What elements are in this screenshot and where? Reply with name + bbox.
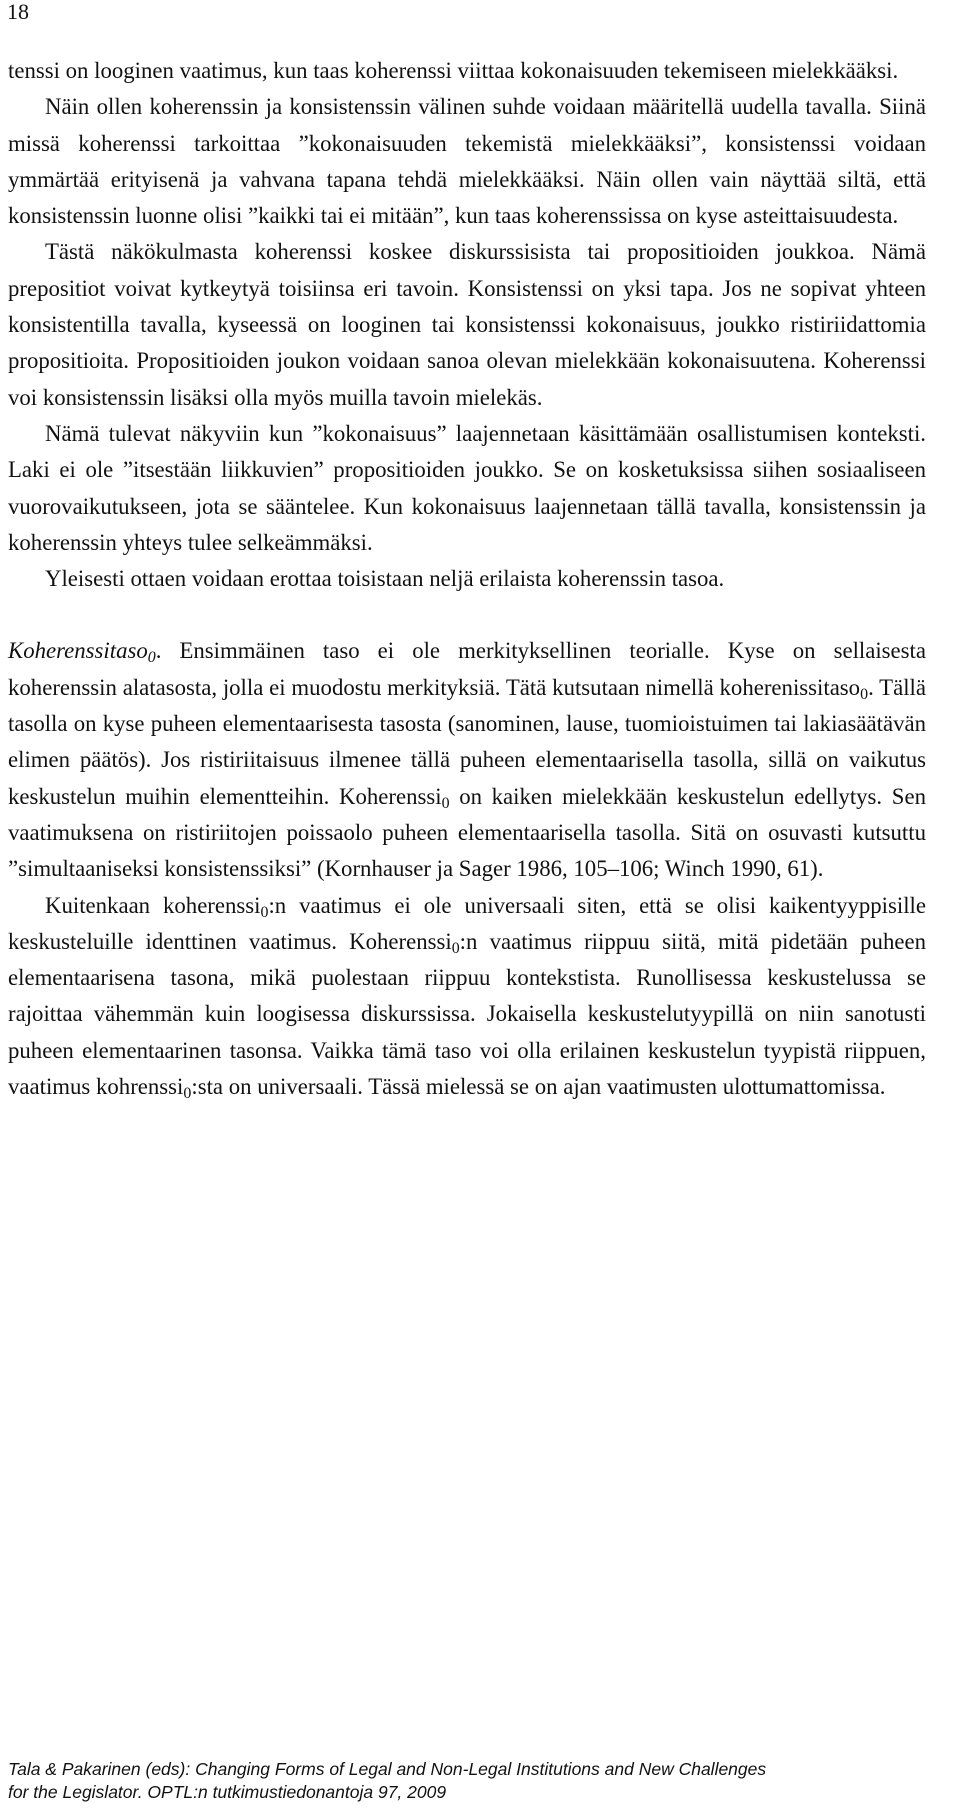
paragraph: Näin ollen koherenssin ja konsistenssin välinen suhde voidaan määritellä uudella tavalla. Siinä missä koherenssi tarkoittaa ”kokonaisuuden tekemistä mielekkääksi”, konsistenssi voidaan ymmärtää erityisenä ja vahvana tapana tehdä mielekkääksi. Näin ollen vain näyttää siltä, että konsistenssin luonne olisi ”kaikki tai ei mitään”, kun taas koherenssissa on kyse asteittaisuudesta. [8,94,926,229]
section-paragraph: Koherenssitaso$_0$. Ensimmäinen taso ei ole merkityksellinen teorialle. Kyse on sellaisesta koherenssin alatasosta, jolla ei muodostu merkityksiä. Tätä kutsutaan nimellä koherenissitaso$_0$. Tällä tasolla on kyse puheen elementaarisesta tasosta (sanominen, lause, tuomioistuimen tai lakiasäätävän elimen päätös). Jos ristiriitaisuus ilmenee tällä puheen elementaarisella tasolla, sillä on vaikutus keskustelun muihin elementteihin. Koherenssi$_0$ on kaiken mielekkään keskustelun edellytys. Sen vaatimuksena on ristiriitojen poissaolo puheen elementaarisella tasolla. Sitä on osuvasti kutsuttu ”simultaaniseksi konsistenssiksi” (Kornhauser ja Sager 1986, 105–106; Winch 1990, 61). [8,638,926,882]
page-number: 18 [7,0,29,24]
footer-line: Tala & Pakarinen (eds): Changing Forms of Legal and Non-Legal Institutions and New Challenges [8,1759,767,1779]
paragraph: Yleisesti ottaen voidaan erottaa toisistaan neljä erilaista koherenssin tasoa. [45,566,725,592]
paragraph: tenssi on looginen vaatimus, kun taas koherenssi viittaa kokonaisuuden tekemiseen mielekkääksi. [8,58,899,83]
body-text [8,53,926,1105]
paragraph: Tästä näkökulmasta koherenssi koskee diskurssisista tai propositioiden joukkoa. Nämä prepositiot voivat kytkeytyä toisiinsa eri tavoin. Konsistenssi on yksi tapa. Jos ne sopivat yhteen konsistentilla tavalla, kyseessä on looginen tai konsistenssi kokonaisuus, joukko ristiriidattomia propositioita. Propositioiden joukon voidaan sanoa olevan mielekkään kokonaisuutena. Koherenssi voi konsistenssin lisäksi olla myös muilla tavoin mielekäs. [8,239,926,410]
footer-line: for the Legislator. OPTL:n tutkimustiedonantoja 97, 2009 [8,1782,447,1802]
paragraph: Kuitenkaan koherenssi$_0$:n vaatimus ei ole universaali siten, että se olisi kaikentyyppisille keskusteluille identtinen vaatimus. Koherenssi$_0$:n vaatimus riippuu siitä, mitä pidetään puheen elementaarisena tasona, mikä puolestaan riippuu kontekstista. Runollisessa keskustelussa se rajoittaa vähemmän kuin loogisessa diskurssissa. Jokaisella keskustelutyypillä on niin sanotusti puheen elementaarinen tasonsa. Vaikka tämä taso voi olla erilainen keskustelun tyypistä riippuen, vaatimus kohrenssi$_0$:sta on universaali. Tässä mielessä se on ajan vaatimusten ulottumattomissa. [8,892,926,1103]
footer-citation [8,1758,938,1804]
paragraph: Nämä tulevat näkyviin kun ”kokonaisuus” laajennetaan käsittämään osallistumisen konteksti. Laki ei ole ”itsestään liikkuvien” propositioiden joukko. Se on kosketuksissa siihen sosiaaliseen vuorovaikutukseen, jota se sääntelee. Kun kokonaisuus laajennetaan tällä tavalla, konsistenssin ja koherenssin yhteys tulee selkeämmäksi. [8,420,926,555]
section-heading: Koherenssitaso$_0$ [8,638,156,667]
